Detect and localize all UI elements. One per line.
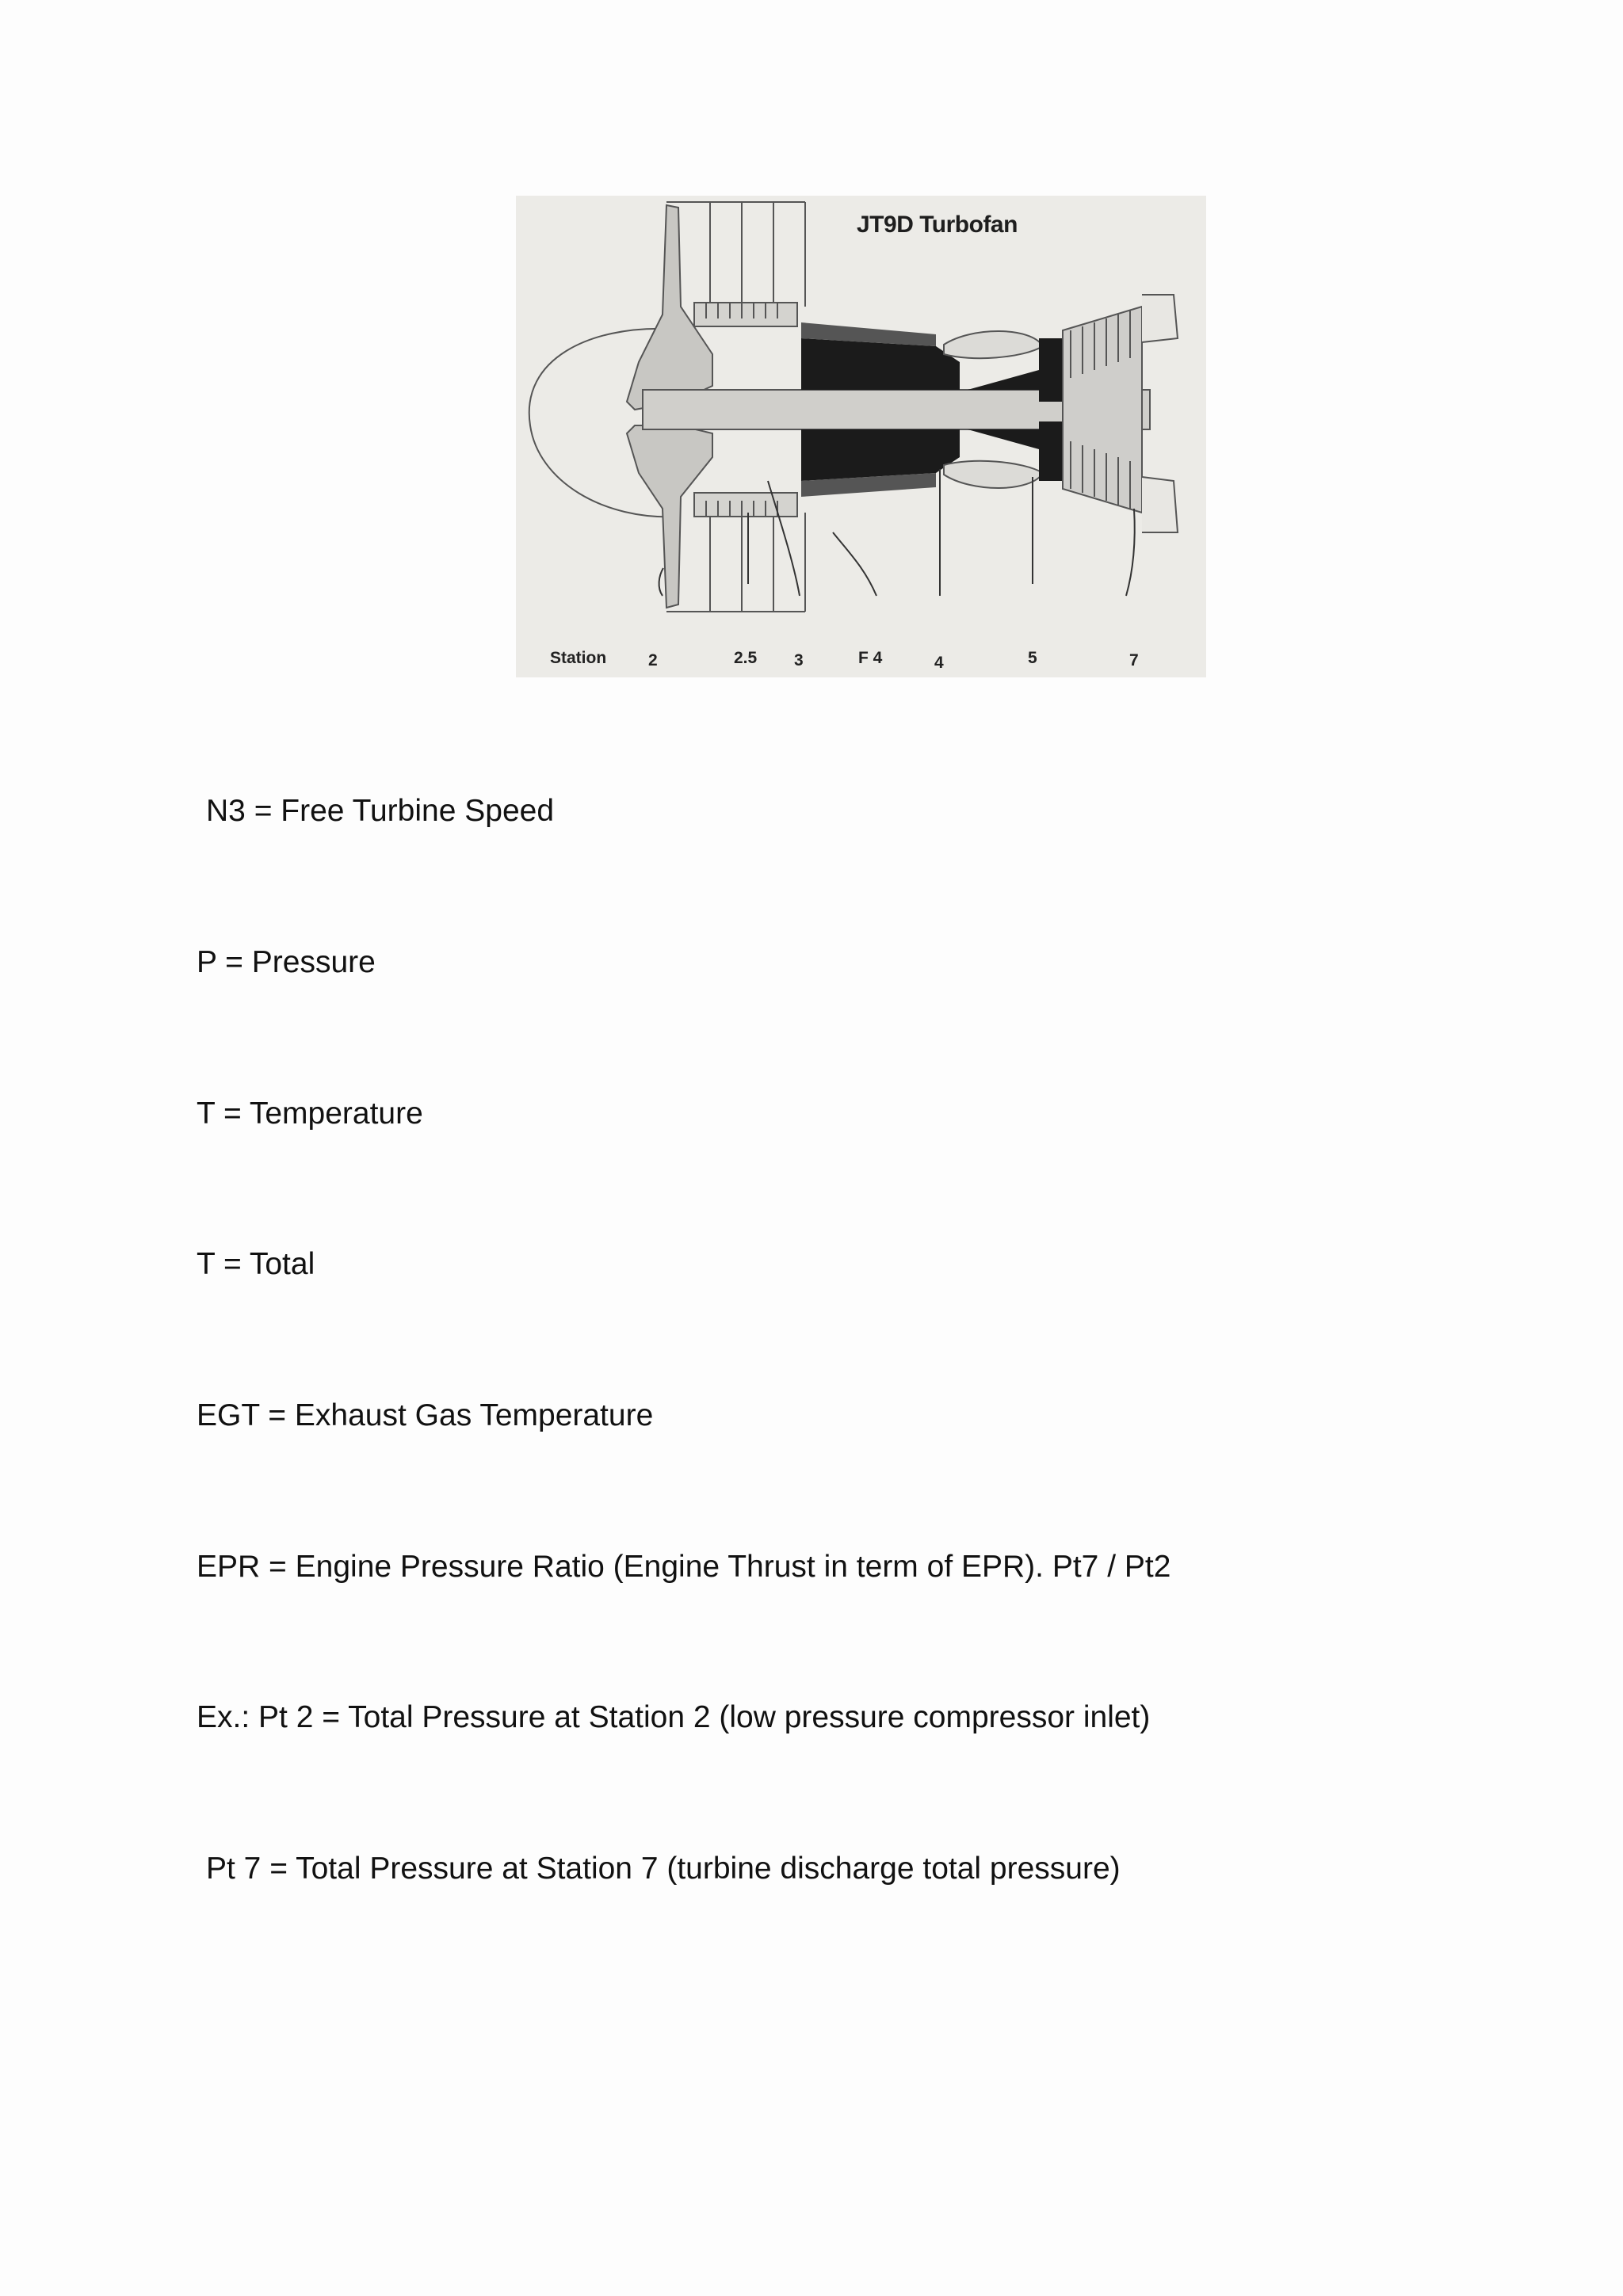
definition-p: P = Pressure bbox=[197, 945, 376, 979]
station-f4-label: F 4 bbox=[858, 649, 883, 667]
engine-diagram bbox=[516, 196, 1206, 677]
diagram-title: JT9D Turbofan bbox=[857, 212, 1018, 238]
station-3-label: 3 bbox=[794, 651, 804, 669]
example-pt2: Ex.: Pt 2 = Total Pressure at Station 2 (low pressure compressor inlet) bbox=[197, 1700, 1151, 1734]
station-7-label: 7 bbox=[1129, 651, 1139, 669]
definition-t-total: T = Total bbox=[197, 1247, 315, 1281]
definition-n3: N3 = Free Turbine Speed bbox=[206, 794, 555, 828]
definition-epr: EPR = Engine Pressure Ratio (Engine Thrust in term of EPR). Pt7 / Pt2 bbox=[197, 1550, 1171, 1584]
station-4-label: 4 bbox=[934, 654, 944, 672]
station-2-label: 2 bbox=[648, 651, 658, 669]
engine-cross-section bbox=[516, 196, 1206, 677]
station-5-label: 5 bbox=[1028, 649, 1037, 667]
station-2-5-label: 2.5 bbox=[734, 649, 758, 667]
definition-t-temperature: T = Temperature bbox=[197, 1097, 423, 1131]
definition-egt: EGT = Exhaust Gas Temperature bbox=[197, 1398, 654, 1432]
example-pt7: Pt 7 = Total Pressure at Station 7 (turbine discharge total pressure) bbox=[206, 1852, 1121, 1886]
station-label: Station bbox=[550, 649, 607, 667]
